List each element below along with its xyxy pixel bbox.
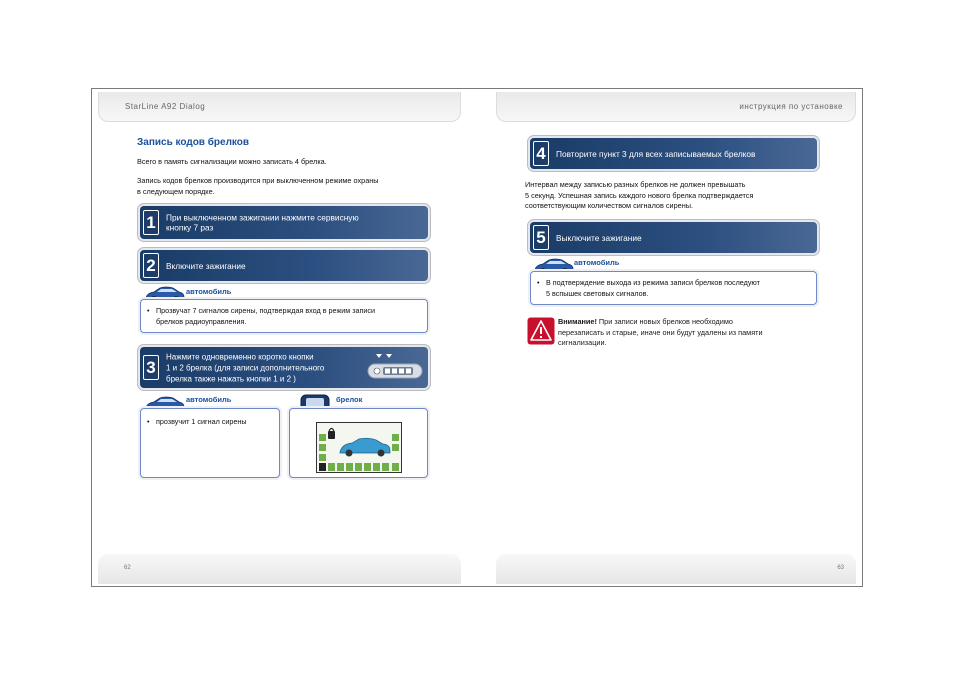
page-header bbox=[98, 92, 461, 122]
warning-icon bbox=[527, 317, 555, 345]
page-footer bbox=[496, 554, 856, 584]
right-page bbox=[478, 89, 863, 586]
step-number: 4 bbox=[533, 141, 549, 166]
page-footer bbox=[98, 554, 461, 584]
interval-paragraph: Интервал между записью разных брелков не должен превышать 5 секунд. Успешная запись каждого нового брелка подтверждается соответствующим количеством сигналов сирены. bbox=[525, 180, 754, 210]
page-header bbox=[496, 92, 856, 122]
warning-text: Внимание! При записи новых брелков необходимо перезаписать и старые, иначе они будут удалены из памяти сигнализации. bbox=[558, 317, 763, 347]
step-4-banner bbox=[530, 138, 817, 169]
step-number: 1 bbox=[143, 210, 159, 235]
left-page bbox=[92, 89, 478, 586]
fob-lcd-display bbox=[316, 422, 402, 473]
step-2-banner bbox=[140, 250, 428, 281]
intro-paragraph-1: Всего в память сигнализации можно записать 4 брелка. bbox=[137, 157, 327, 166]
car-caption: автомобиль bbox=[186, 287, 232, 296]
step-3-car-result-box bbox=[140, 408, 280, 478]
step-number: 3 bbox=[143, 355, 159, 380]
step-5-banner bbox=[530, 222, 817, 253]
car-caption: автомобиль bbox=[574, 258, 620, 267]
step-2-result-box bbox=[140, 299, 428, 333]
page-number: 62 bbox=[124, 565, 131, 571]
result-text: • прозвучит 1 сигнал сирены bbox=[147, 417, 271, 428]
header-text: инструкция по установке bbox=[739, 102, 843, 111]
step-5-result-box bbox=[530, 271, 817, 305]
step-1-banner bbox=[140, 206, 428, 239]
result-text: • В подтверждение выхода из режима записи брелков последуют 5 вспышек световых сигналов. bbox=[537, 278, 808, 299]
key-fob-buttons-icon bbox=[366, 352, 424, 384]
manual-spread bbox=[91, 88, 863, 587]
step-3-fob-display-box bbox=[289, 408, 428, 478]
intro-paragraph-2: Запись кодов брелков производится при выключенном режиме охраны в следующем порядке. bbox=[137, 176, 379, 196]
fob-caption: брелок bbox=[336, 395, 363, 404]
step-3-banner bbox=[140, 347, 428, 388]
car-caption: автомобиль bbox=[186, 395, 232, 404]
step-text: Выключите зажигание bbox=[556, 232, 642, 243]
header-text: StarLine A92 Dialog bbox=[125, 102, 206, 111]
step-text: При выключенном зажигании нажмите сервисную кнопку 7 раз bbox=[166, 212, 359, 233]
step-text: Повторите пункт 3 для всех записываемых брелков bbox=[556, 148, 756, 159]
step-number: 5 bbox=[533, 225, 549, 250]
step-text: Включите зажигание bbox=[166, 260, 246, 271]
result-text: • Прозвучат 7 сигналов сирены, подтверждая вход в режим записи брелков радиоуправления. bbox=[147, 306, 419, 327]
step-text: Нажмите одновременно коротко кнопки 1 и 2 брелка (для записи дополнительного брелка также нажать кнопки 1 и 2 ) bbox=[166, 352, 325, 383]
page-number: 63 bbox=[837, 565, 844, 571]
step-number: 2 bbox=[143, 253, 159, 278]
section-title: Запись кодов брелков bbox=[137, 137, 250, 148]
